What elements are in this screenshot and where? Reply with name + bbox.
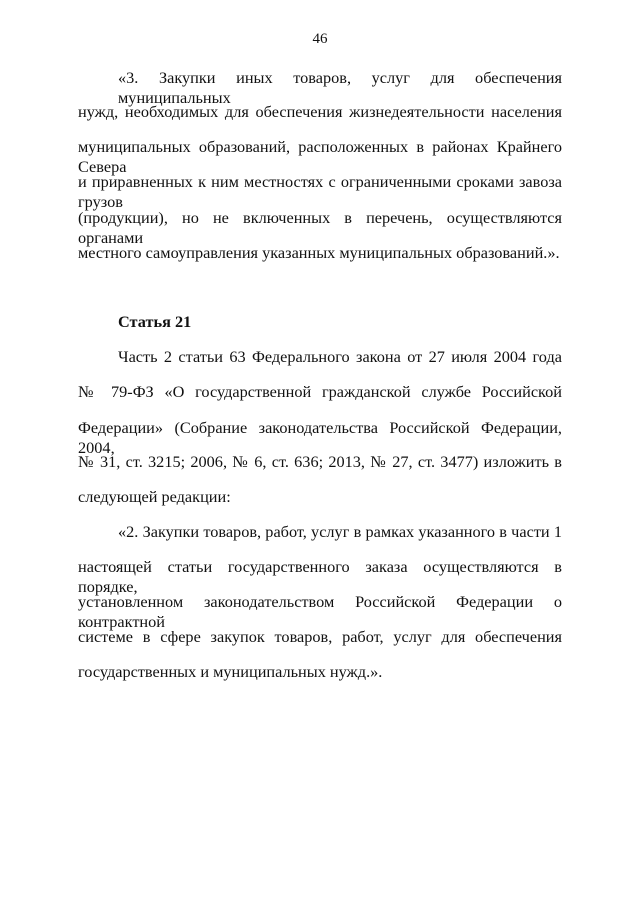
text-line: государственных и муниципальных нужд.».	[78, 662, 383, 681]
text-line: Часть 2 статьи 63 Федерального закона от 27 июля 2004 года	[118, 347, 562, 366]
text-line: (продукции), но не включенных в перечень, осуществляются органами	[78, 208, 562, 247]
text-line: «3. Закупки иных товаров, услуг для обеспечения муниципальных	[118, 68, 562, 107]
text-line: системе в сфере закупок товаров, работ, услуг для обеспечения	[78, 627, 562, 646]
text-line: муниципальных образований, расположенных в районах Крайнего Севера	[78, 137, 562, 176]
page-number: 46	[312, 31, 328, 47]
text-line: настоящей статьи государственного заказа осуществляются в порядке,	[78, 557, 562, 596]
text-line: и приравненных к ним местностях с ограниченными сроками завоза грузов	[78, 172, 562, 211]
text-line: местного самоуправления указанных муниципальных образований.».	[78, 243, 560, 262]
article-heading: Статья 21	[118, 312, 192, 331]
text-line: Федерации» (Собрание законодательства Российской Федерации, 2004,	[78, 418, 562, 457]
text-line: «2. Закупки товаров, работ, услуг в рамках указанного в части 1	[118, 522, 562, 541]
text-line: установленном законодательством Российской Федерации о контрактной	[78, 592, 562, 631]
text-line: № 79-ФЗ «О государственной гражданской службе Российской	[78, 382, 562, 401]
text-line: нужд, необходимых для обеспечения жизнедеятельности населения	[78, 102, 562, 121]
text-line: № 31, ст. 3215; 2006, № 6, ст. 636; 2013, № 27, ст. 3477) изложить в	[78, 452, 562, 471]
text-line: следующей редакции:	[78, 487, 231, 506]
